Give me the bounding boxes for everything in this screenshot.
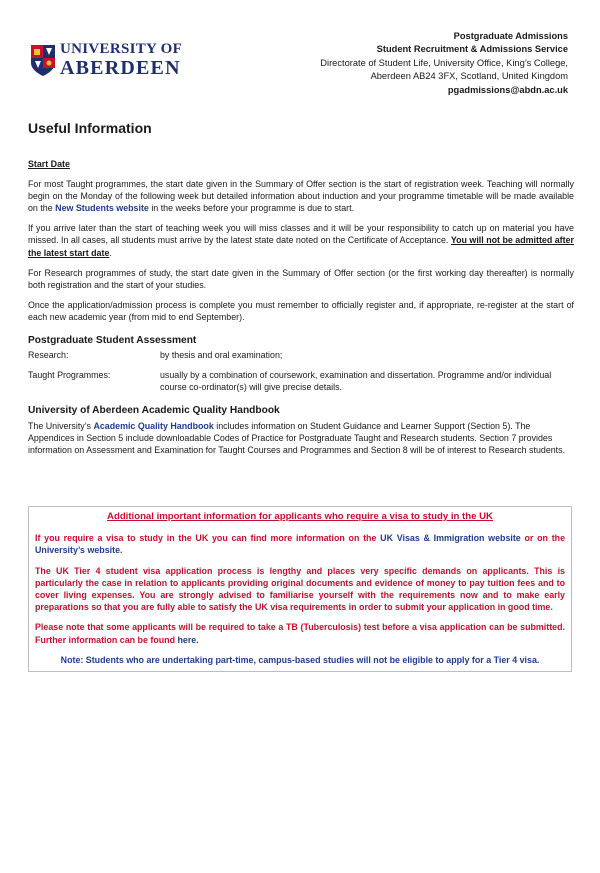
address-block: [320, 30, 568, 97]
start-date-paragraph-1: [28, 178, 574, 214]
university-website-link[interactable]: University’s website: [35, 545, 121, 556]
text-run: For most Taught programmes, the start date given in the Summary of Offer section is the start of registration week. Teaching will normally begin on the Monday of the following week but detailed information about induction and your programme timetable will be made available on the: [28, 179, 574, 214]
visa-info-box: [28, 506, 572, 672]
address-office: Postgraduate Admissions: [453, 31, 568, 41]
text-run: .: [196, 634, 199, 645]
start-date-paragraph-4: Once the application/admission process is complete you must remember to officially register and, if appropriate, re-register at the start of each new academic year (from mid to end September).: [28, 299, 574, 322]
text-run: .: [120, 545, 123, 556]
address-city: Aberdeen AB24 3FX, Scotland, United Kingdom: [370, 71, 568, 82]
start-date-paragraph-2: [28, 222, 574, 258]
text-run: .: [109, 247, 112, 258]
assessment-row: [28, 369, 574, 393]
latest-start-date-warning: You will not be admitted after the latest start date: [28, 235, 574, 258]
assessment-label: Research:: [28, 350, 69, 361]
logo-line-2: ABERDEEN: [60, 57, 181, 79]
academic-quality-handbook-link[interactable]: Academic Quality Handbook: [93, 420, 214, 431]
text-run: The University’s: [28, 420, 94, 431]
handbook-heading: University of Aberdeen Academic Quality Handbook: [28, 405, 280, 417]
address-directorate: Directorate of Student Life, University Office, King’s College,: [320, 57, 568, 68]
new-students-website-link[interactable]: New Students website: [55, 203, 149, 214]
start-date-heading: Start Date: [28, 159, 70, 169]
handbook-paragraph: [28, 420, 574, 456]
text-run: Please note that some applicants will be required to take a TB (Tuberculosis) test before a visa application can be submitted. Further information can be found: [35, 622, 565, 645]
tb-test-info-link[interactable]: here: [177, 634, 197, 645]
visa-box-title: Additional important information for applicants who require a visa to study in the UK: [107, 511, 493, 522]
university-crest-icon: [30, 43, 56, 77]
assessment-heading: Postgraduate Student Assessment: [28, 335, 197, 347]
text-run: in the weeks before your programme is due to start.: [148, 203, 355, 214]
page-title: Useful Information: [28, 120, 152, 136]
visa-paragraph-2: The UK Tier 4 student visa application process is lengthy and places very specific demands on applicants. This is particularly the case in relation to applicants providing original documents and evidence of money to pay tuition fees and to cover living expenses. You are strongly advised to familiarise yourself with the requirements now and to make early preparations so that you are fully able to satisfy the UK visa requirements in order to submit your application in good time.: [35, 565, 565, 613]
assessment-value: by thesis and oral examination;: [160, 350, 283, 361]
logo-line-1: UNIVERSITY OF: [60, 41, 183, 57]
assessment-row: [28, 349, 574, 361]
contact-email-link[interactable]: pgadmissions@abdn.ac.uk: [447, 84, 568, 95]
text-run: If you require a visa to study in the UK you can find more information on the: [35, 533, 381, 544]
text-run: or on the: [520, 533, 566, 544]
visa-paragraph-3: [35, 621, 565, 645]
assessment-label: Taught Programmes:: [28, 370, 111, 381]
text-run: includes information on Student Guidance and Learner Support (Section 5). The Appendices in Section 5 include downloadable Codes of Practice for Postgraduate Taught and Research students. Section 7 provides information on Assessment and Examination for Taught Courses and Programmes and Section 8 will be of interest to Research students.: [28, 420, 566, 455]
start-date-paragraph-3: For Research programmes of study, the start date given in the Summary of Offer section (or the first working day thereafter) is normally both registration and the start of your studies.: [28, 267, 574, 290]
university-logo[interactable]: [30, 40, 190, 80]
assessment-value: usually by a combination of coursework, examination and dissertation. Programme and/or individual course co-ordinator(s) will give precise details.: [160, 370, 552, 393]
main-content: [28, 158, 574, 464]
address-service: Student Recruitment & Admissions Service: [376, 44, 568, 55]
visa-paragraph-1: [35, 532, 565, 556]
text-run: If you arrive later than the start of teaching week you will miss classes and it will be your responsibility to catch up on material you have missed. In all cases, all students must arrive by the latest state date noted on the Certificate of Acceptance.: [28, 223, 574, 246]
part-time-visa-note: Note: Students who are undertaking part-time, campus-based studies will not be eligible to apply for a Tier 4 visa.: [60, 654, 540, 665]
uk-visas-immigration-link[interactable]: UK Visas & Immigration website: [380, 533, 521, 544]
